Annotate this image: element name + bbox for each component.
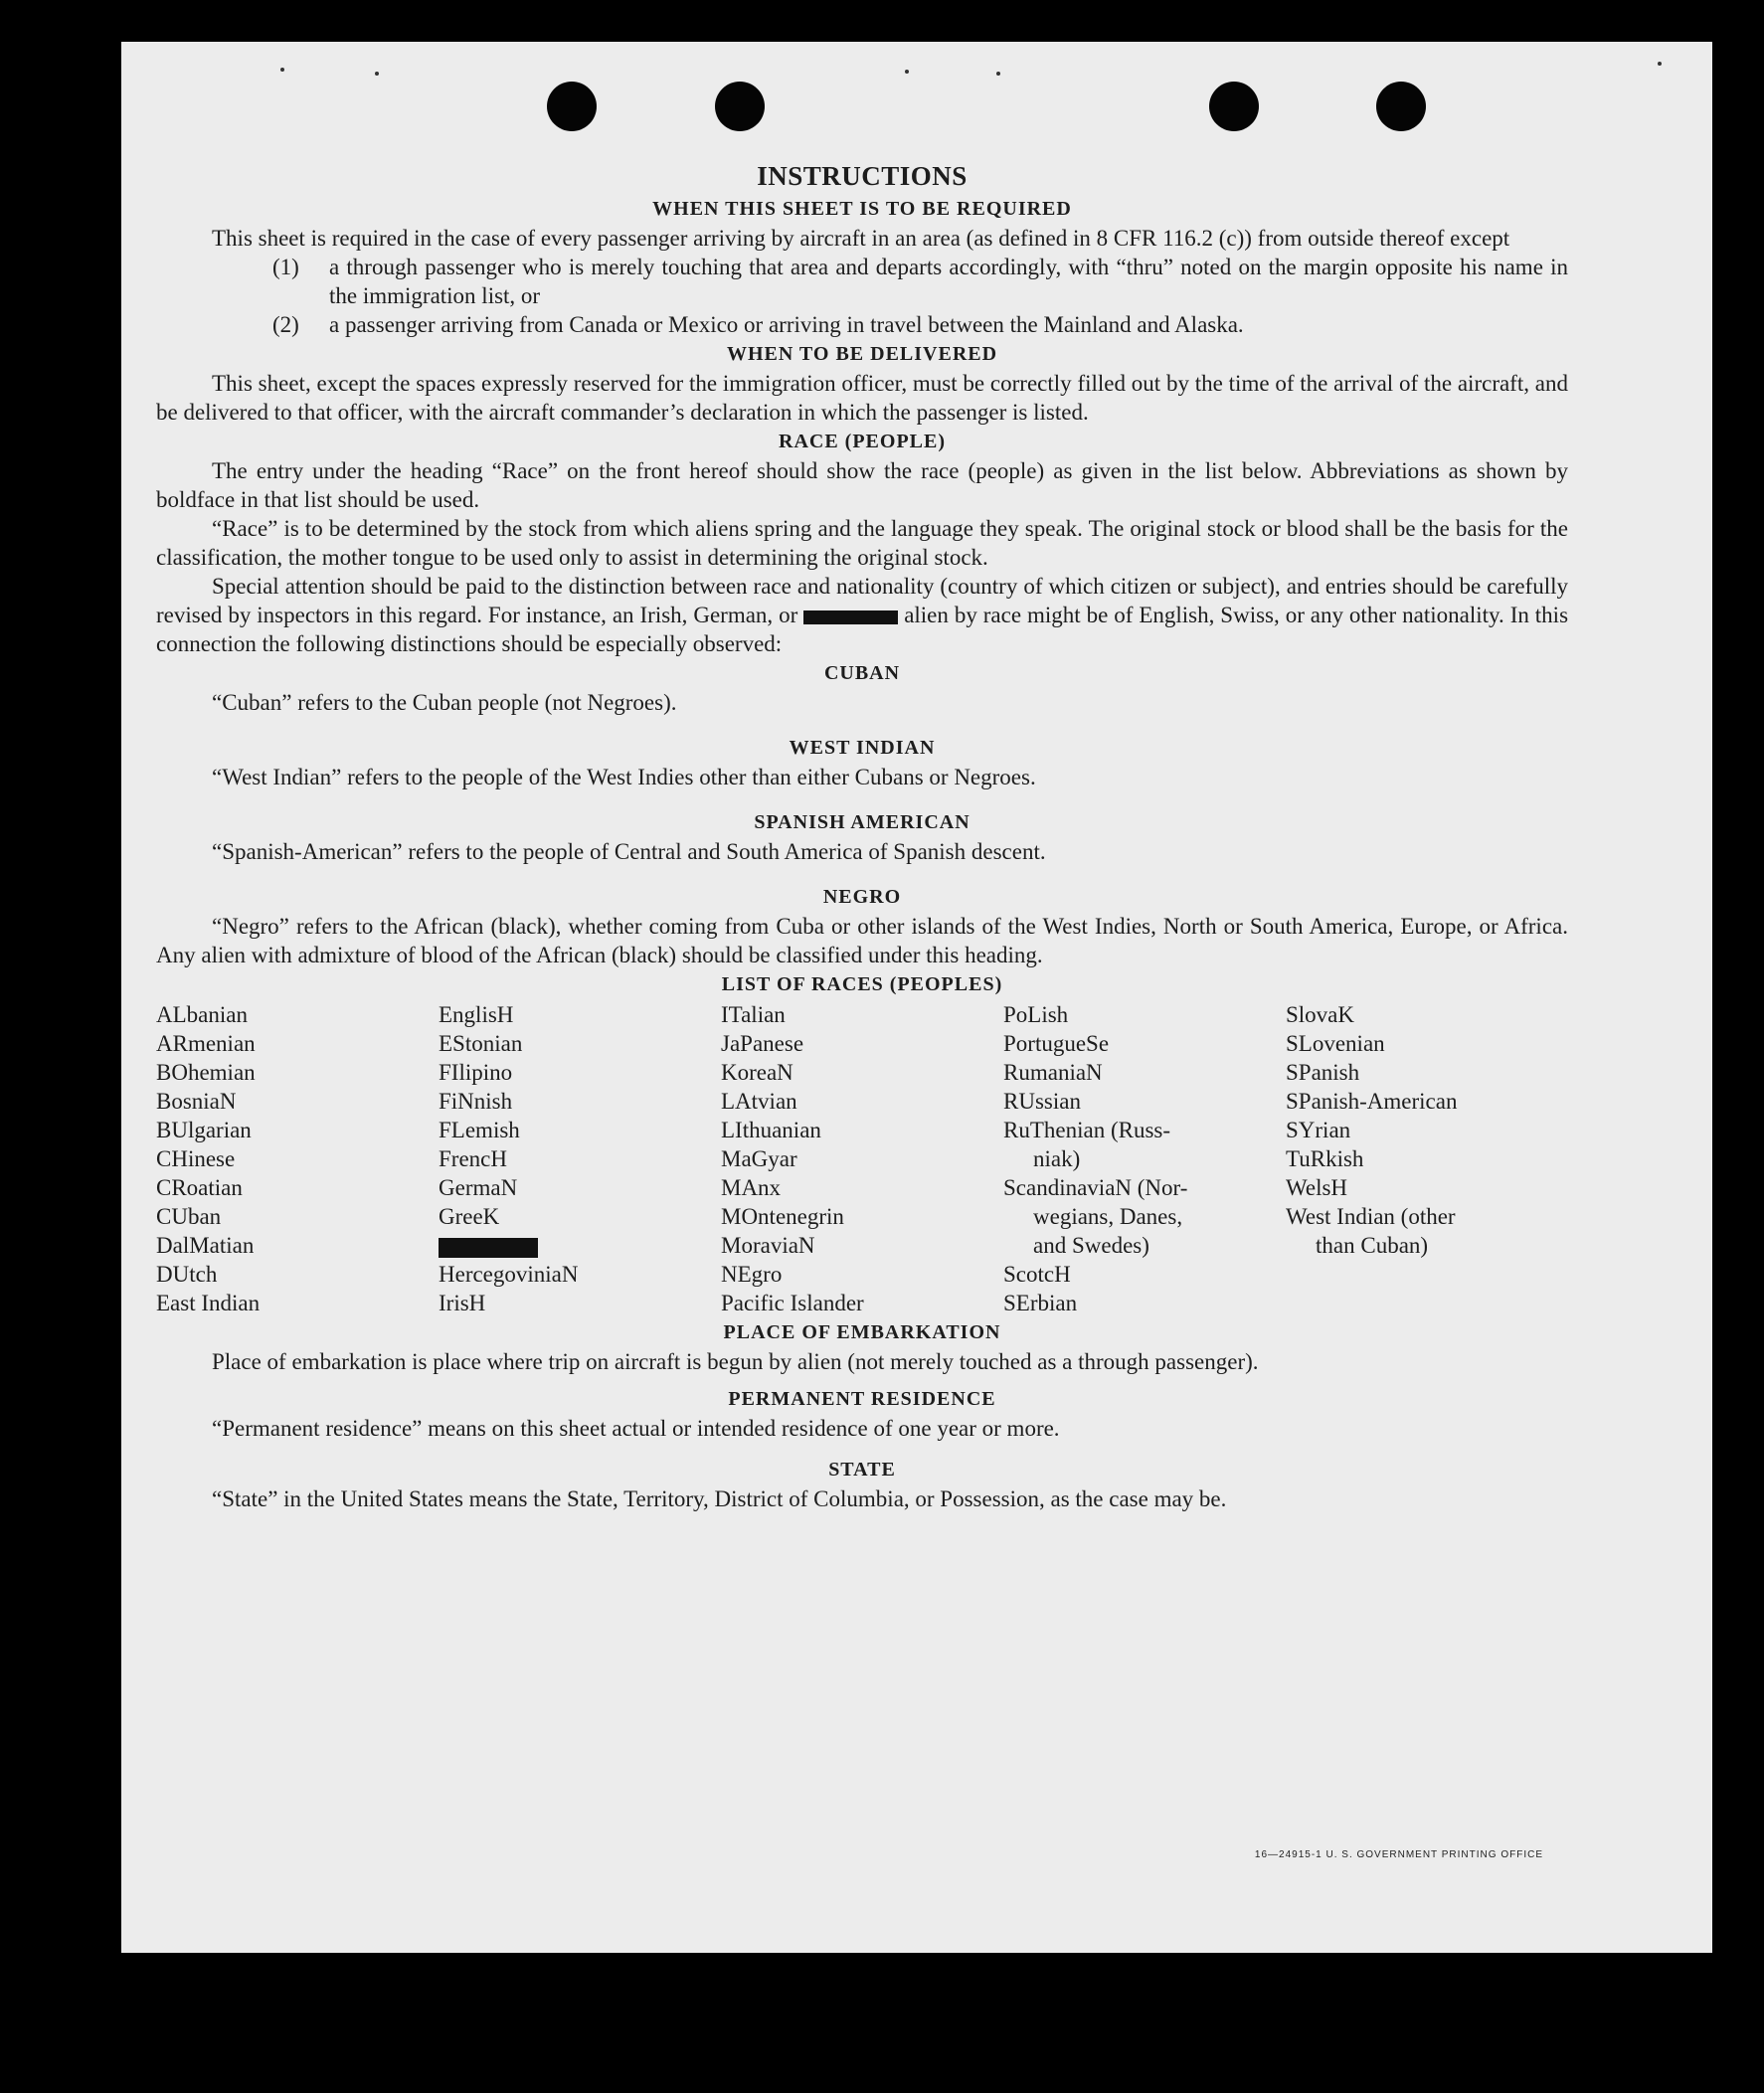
punch-hole [715, 82, 765, 131]
race-paragraph-part: alien by race might be of English, Swiss, or any other nationality. In this connection the following distinctions should be especially observed: [156, 603, 1569, 656]
race-entry: EnglisH [439, 1002, 514, 1027]
printing-office-footer: 16—24915-1 U. S. GOVERNMENT PRINTING OFFICE [1254, 1849, 1543, 1860]
race-entry: BosniaN [156, 1089, 237, 1114]
negro-text: “Negro” refers to the African (black), whether coming from Cuba or other islands of the West Indies, North or South America, Europe, or Africa. Any alien with admixture of blood of the African (black) should be classified under this heading. [156, 914, 1568, 967]
race-entry: FIlipino [439, 1060, 513, 1085]
race-entry: DUtch [156, 1262, 218, 1287]
when-delivered-text: This sheet, except the spaces expressly reserved for the immigration officer, must be correctly filled out by the time of the arrival of the aircraft, and be delivered to that officer, with the aircraft commander’s declaration in which the passenger is listed. [156, 371, 1568, 425]
instructions-content [156, 161, 1568, 1513]
race-entry: SYrian [1286, 1118, 1351, 1142]
heading-when-required: WHEN THIS SHEET IS TO BE REQUIRED [652, 198, 1072, 220]
race-entry: EStonian [439, 1031, 523, 1056]
race-entry: NEgro [721, 1262, 783, 1287]
races-column [721, 1000, 1003, 1317]
race-entry: MAnx [721, 1175, 782, 1200]
race-entry: niak) [1033, 1146, 1081, 1171]
spanish-american-text: “Spanish-American” refers to the people of Central and South America of Spanish descent. [212, 839, 1046, 864]
speck [1658, 62, 1662, 66]
race-entry: MOntenegrin [721, 1204, 844, 1229]
race-entry: CUban [156, 1204, 222, 1229]
item-number: (2) [272, 312, 299, 337]
heading-spanish-american: SPANISH AMERICAN [754, 811, 970, 833]
race-entry: West Indian (other [1286, 1204, 1456, 1229]
race-entry: SErbian [1003, 1291, 1078, 1315]
document-sheet [121, 42, 1712, 1953]
race-entry: SLovenian [1286, 1031, 1385, 1056]
race-entry: CHinese [156, 1146, 236, 1171]
redaction-mark [439, 1238, 538, 1258]
race-paragraph [156, 572, 1568, 658]
heading-west-indian: WEST INDIAN [789, 737, 936, 759]
race-entry: BUlgarian [156, 1118, 252, 1142]
race-entry: East Indian [156, 1291, 261, 1315]
race-paragraph: The entry under the heading “Race” on the front hereof should show the race (people) as given in the list below. Abbreviations as shown by boldface in that list should be used. [156, 458, 1568, 512]
race-entry: PortugueSe [1003, 1031, 1110, 1056]
race-entry: and Swedes) [1033, 1233, 1149, 1258]
race-entry: FrencH [439, 1146, 507, 1171]
embarkation-text: Place of embarkation is place where trip on aircraft is begun by alien (not merely touched as a through passenger). [212, 1349, 1259, 1374]
races-column [439, 1000, 721, 1317]
heading-cuban: CUBAN [823, 662, 901, 684]
race-entry: SlovaK [1286, 1002, 1354, 1027]
item-text: a passenger arriving from Canada or Mexico or arriving in travel between the Mainland and Alaska. [329, 312, 1244, 337]
race-entry: LIthuanian [721, 1118, 821, 1142]
race-entry: ARmenian [156, 1031, 256, 1056]
heading-negro: NEGRO [822, 886, 902, 908]
races-column [1286, 1000, 1568, 1317]
speck [280, 68, 284, 72]
race-entry: MaGyar [721, 1146, 797, 1171]
race-entry: CRoatian [156, 1175, 243, 1200]
races-column [1003, 1000, 1286, 1317]
race-entry: GreeK [439, 1204, 500, 1229]
exception-item [272, 253, 1568, 310]
race-entry: RUssian [1003, 1089, 1081, 1114]
race-entry: RumaniaN [1003, 1060, 1103, 1085]
residence-text: “Permanent residence” means on this sheet actual or intended residence of one year or more. [212, 1416, 1060, 1441]
speck [375, 72, 379, 76]
race-entry: DalMatian [156, 1233, 255, 1258]
redaction-mark [803, 610, 898, 624]
heading-state: STATE [828, 1459, 896, 1481]
race-entry: RuThenian (Russ- [1003, 1118, 1171, 1142]
state-text: “State” in the United States means the State, Territory, District of Columbia, or Possession, as the case may be. [212, 1486, 1227, 1511]
heading-when-delivered: WHEN TO BE DELIVERED [726, 343, 998, 365]
punch-hole [1209, 82, 1259, 131]
race-entry: FLemish [439, 1118, 520, 1142]
race-entry: PoLish [1003, 1002, 1069, 1027]
race-entry: FiNnish [439, 1089, 513, 1114]
item-number: (1) [272, 255, 299, 279]
heading-residence: PERMANENT RESIDENCE [728, 1388, 996, 1410]
speck [996, 72, 1000, 76]
race-entry: IrisH [439, 1291, 486, 1315]
race-entry: ScandinaviaN (Nor- [1003, 1175, 1188, 1200]
when-required-intro: This sheet is required in the case of every passenger arriving by aircraft in an area (as defined in 8 CFR 116.2 (c)) from outside thereof except [212, 226, 1510, 251]
race-entry: HercegoviniaN [439, 1262, 579, 1287]
heading-embarkation: PLACE OF EMBARKATION [723, 1321, 1001, 1343]
race-entry: SPanish [1286, 1060, 1360, 1085]
race-entry: KoreaN [721, 1060, 794, 1085]
cuban-text: “Cuban” refers to the Cuban people (not Negroes). [212, 690, 677, 715]
race-paragraph-part: Special attention should be paid to the distinction between race and nationality (country of which citizen or subject), and entries should be carefully revised by inspectors in this regard. For instance, an Irish, German, or [156, 574, 1568, 627]
race-entry: ScotcH [1003, 1262, 1071, 1287]
punch-hole [1376, 82, 1426, 131]
race-entry: MoraviaN [721, 1233, 815, 1258]
race-entry: TuRkish [1286, 1146, 1364, 1171]
race-entry: WelsH [1286, 1175, 1348, 1200]
races-list [156, 1000, 1568, 1317]
punch-hole [547, 82, 597, 131]
page-title: INSTRUCTIONS [757, 161, 968, 191]
race-entry: SPanish-American [1286, 1089, 1458, 1114]
race-entry: than Cuban) [1316, 1233, 1429, 1258]
race-entry: Pacific Islander [721, 1291, 864, 1315]
race-entry-redacted [439, 1231, 721, 1260]
race-entry: wegians, Danes, [1033, 1204, 1183, 1229]
race-entry: BOhemian [156, 1060, 256, 1085]
west-indian-text: “West Indian” refers to the people of the West Indies other than either Cubans or Negroes. [212, 765, 1036, 789]
speck [905, 70, 909, 74]
race-entry: ALbanian [156, 1002, 248, 1027]
heading-races-list: LIST OF RACES (PEOPLES) [721, 973, 1003, 995]
exception-item [272, 310, 1568, 339]
races-column [156, 1000, 439, 1317]
heading-race: RACE (PEOPLE) [779, 431, 946, 452]
race-entry: LAtvian [721, 1089, 797, 1114]
race-entry: ITalian [721, 1002, 786, 1027]
race-entry: JaPanese [721, 1031, 804, 1056]
race-entry: GermaN [439, 1175, 518, 1200]
item-text: a through passenger who is merely touching that area and departs accordingly, with “thru” noted on the margin opposite his name in the immigration list, or [329, 255, 1568, 308]
race-paragraph: “Race” is to be determined by the stock from which aliens spring and the language they speak. The original stock or blood shall be the basis for the classification, the mother tongue to be used only to assist in determining the original stock. [156, 516, 1568, 570]
